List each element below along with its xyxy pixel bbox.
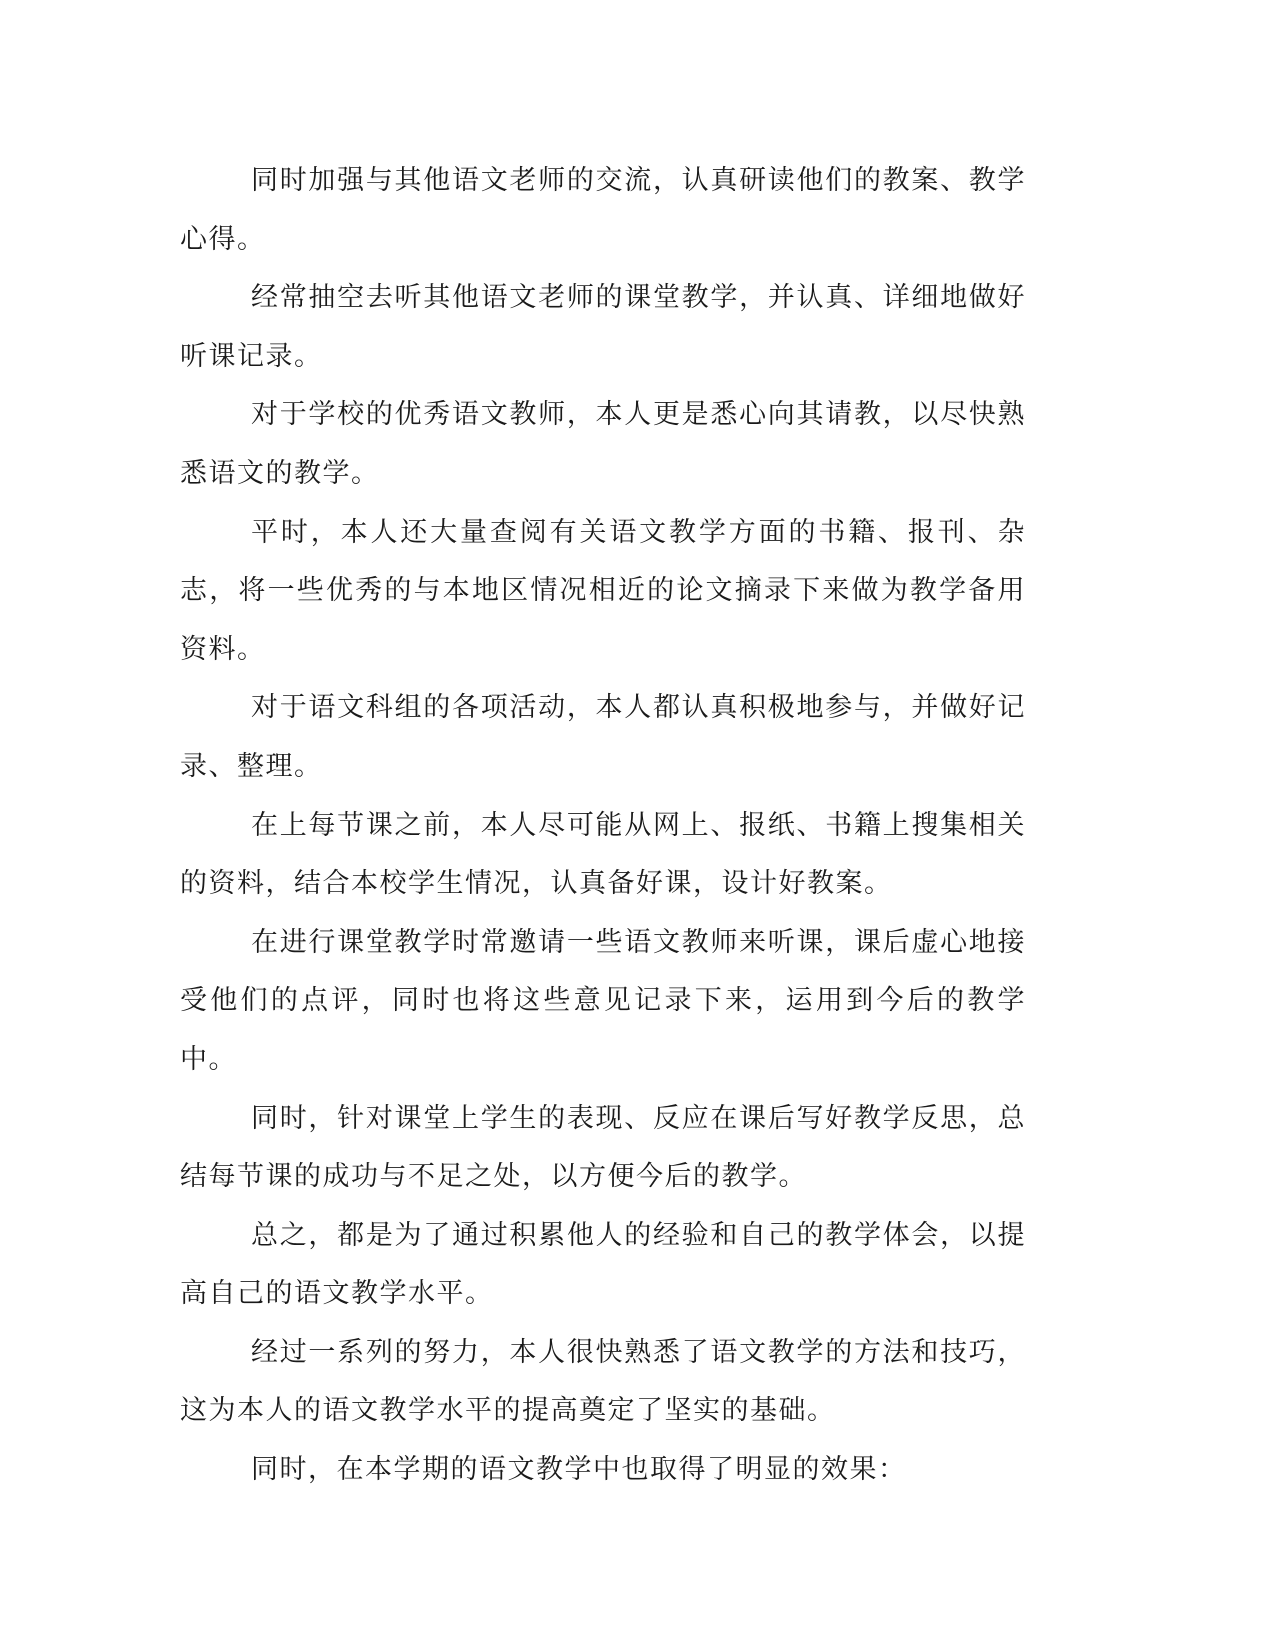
paragraph-6: 在上每节课之前，本人尽可能从网上、报纸、书籍上搜集相关的资料，结合本校学生情况，认真备好课，设计好教案。	[180, 809, 1026, 900]
paragraph-3: 对于学校的优秀语文教师，本人更是悉心向其请教，以尽快熟悉语文的教学。	[180, 399, 1026, 489]
paragraph-10: 经过一系列的努力，本人很快熟悉了语文教学的方法和技巧，这为本人的语文教学水平的提高奠定了坚实的基础。	[180, 1336, 1026, 1427]
paragraph-7: 在进行课堂教学时常邀请一些语文教师来听课，课后虚心地接受他们的点评，同时也将这些意见记录下来，运用到今后的教学中。	[180, 926, 1026, 1075]
paragraph-11: 同时，在本学期的语文教学中也取得了明显的效果：	[251, 1454, 907, 1486]
paragraph-4: 平时，本人还大量查阅有关语文教学方面的书籍、报刊、杂志，将一些优秀的与本地区情况相近的论文摘录下来做为教学备用资料。	[180, 516, 1026, 665]
paragraph-2: 经常抽空去听其他语文老师的课堂教学，并认真、详细地做好听课记录。	[180, 282, 1026, 372]
paragraph-5: 对于语文科组的各项活动，本人都认真积极地参与，并做好记录、整理。	[180, 692, 1026, 782]
document-body	[180, 152, 1026, 1500]
paragraph-1: 同时加强与其他语文老师的交流，认真研读他们的教案、教学心得。	[180, 165, 1026, 255]
paragraph-8: 同时，针对课堂上学生的表现、反应在课后写好教学反思，总结每节课的成功与不足之处，以方便今后的教学。	[180, 1102, 1026, 1193]
paragraph-9: 总之，都是为了通过积累他人的经验和自己的教学体会，以提高自己的语文教学水平。	[180, 1219, 1026, 1310]
